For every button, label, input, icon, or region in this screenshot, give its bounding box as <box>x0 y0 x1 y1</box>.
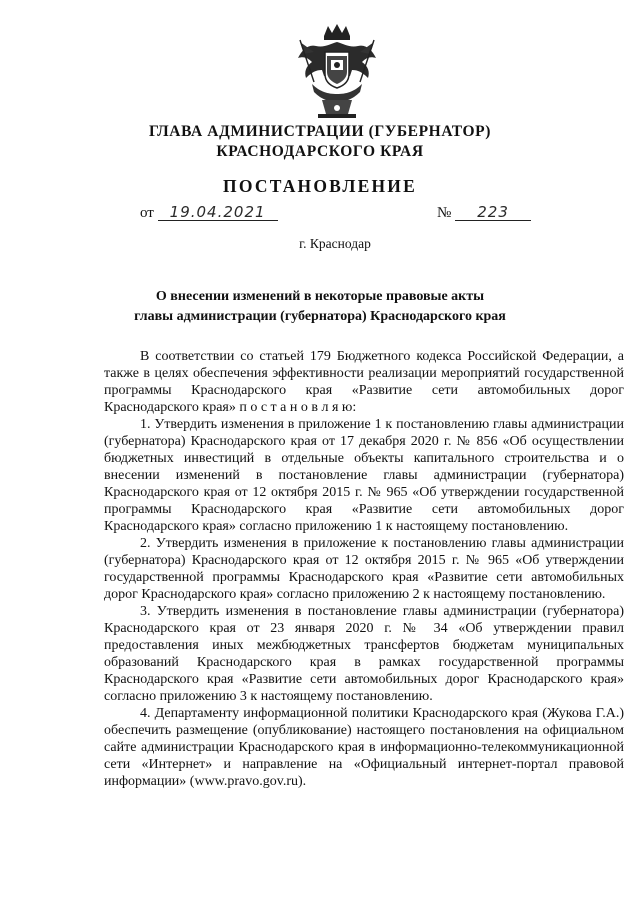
date-prefix: от <box>140 205 154 221</box>
authority-line-1: ГЛАВА АДМИНИСТРАЦИИ (ГУБЕРНАТОР) <box>149 123 491 140</box>
clause-paragraph-1: 1. Утвердить изменения в приложение 1 к постановлению главы администрации (губернатора) Краснодарского края от 17 декабря 2020 г. № 856 «Об осуществлении бюджетных инвестиций в отдельные объекты капитального строительства и о внесении изменений в постановление главы администрации (губернатора) Краснодарского края от 12 октября 2015 г. № 965 «Об утверждении государственной программы Краснодарского края «Развитие сети автомобильных дорог Краснодарского края» согласно приложению 1 к настоящему постановлению. <box>104 417 624 534</box>
document-type-title: ПОСТАНОВЛЕНИЕ <box>223 176 417 196</box>
date-value: 19.04.2021 <box>158 204 278 221</box>
document-date <box>140 204 278 222</box>
clause-paragraph-3: 3. Утвердить изменения в постановление главы администрации (губернатора) Краснодарского края от 23 января 2020 г. № 34 «Об утверждении правил предоставления иных межбюджетных трансфертов бюджетам муниципальных образований Краснодарского края в рамках государственной программы Краснодарского края «Развитие сети автомобильных дорог Краснодарского края» согласно приложению 3 к настоящему постановлению. <box>104 604 624 704</box>
issue-city: г. Краснодар <box>299 236 371 251</box>
number-prefix: № <box>437 205 452 221</box>
clause-paragraph-2: 2. Утвердить изменения в приложение к постановлению главы администрации (губернатора) Краснодарского края от 12 октября 2015 г. № 965 «Об утверждении государственной программы Краснодарского края «Развитие сети автомобильных дорог Краснодарского края» согласно приложению 2 к настоящему постановлению. <box>104 536 624 602</box>
document-body <box>104 348 624 790</box>
document-number <box>437 204 531 222</box>
authority-line-2: КРАСНОДАРСКОГО КРАЯ <box>216 143 424 160</box>
document-subject <box>0 287 640 327</box>
subject-line-2: главы администрации (губернатора) Краснодарского края <box>134 309 506 324</box>
subject-line-1: О внесении изменений в некоторые правовые акты <box>155 289 485 304</box>
preamble-paragraph: В соответствии со статьей 179 Бюджетного кодекса Российской Федерации, а также в целях обеспечения эффективности реализации мероприятий государственной программы Краснодарского края «Развитие сети автомобильных дорог Краснодарского края» п о с т а н о в л я ю: <box>104 349 624 415</box>
number-value: 223 <box>455 204 531 221</box>
krasnodar-coat-of-arms-icon <box>294 22 380 120</box>
issuing-authority <box>0 122 640 162</box>
clause-paragraph-4: 4. Департаменту информационной политики Краснодарского края (Жукова Г.А.) обеспечить размещение (опубликование) настоящего постановления на официальном сайте администрации Краснодарского края в информационно-телекоммуникационной сети «Интернет» и направление на «Официальный интернет-портал правовой информации» (www.pravo.gov.ru). <box>104 706 624 789</box>
